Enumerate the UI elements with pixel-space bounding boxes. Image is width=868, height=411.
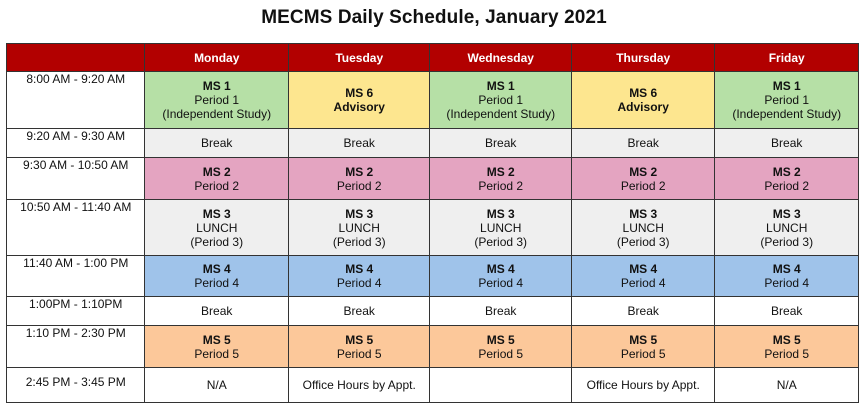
schedule-cell bbox=[571, 256, 715, 297]
schedule-cell: N/A bbox=[145, 368, 289, 403]
class-code: MS 4 bbox=[345, 262, 374, 276]
class-detail: Period 1 bbox=[478, 93, 524, 107]
time-slot: 1:10 PM - 2:30 PM bbox=[7, 326, 145, 368]
table-row bbox=[7, 297, 859, 326]
corner-cell bbox=[7, 44, 145, 72]
schedule-cell bbox=[571, 326, 715, 368]
class-code: MS 5 bbox=[202, 332, 231, 347]
schedule-cell bbox=[288, 200, 429, 256]
schedule-cell bbox=[571, 158, 715, 200]
class-code: MS 1 bbox=[202, 79, 231, 93]
schedule-table bbox=[6, 43, 859, 403]
table-row bbox=[7, 129, 859, 158]
schedule-cell: Office Hours by Appt. bbox=[571, 368, 715, 403]
class-detail: (Period 3) bbox=[190, 234, 244, 249]
schedule-cell bbox=[715, 256, 859, 297]
time-slot: 11:40 AM - 1:00 PM bbox=[7, 256, 145, 297]
schedule-cell: Break bbox=[430, 129, 571, 158]
class-detail: Period 2 bbox=[764, 178, 810, 193]
class-code: MS 1 bbox=[486, 79, 515, 93]
day-header-wednesday: Wednesday bbox=[430, 44, 571, 72]
class-code: MS 5 bbox=[345, 332, 374, 347]
schedule-cell bbox=[715, 200, 859, 256]
schedule-cell: Break bbox=[571, 297, 715, 326]
class-detail: Period 2 bbox=[478, 178, 524, 193]
class-detail: (Period 3) bbox=[760, 234, 814, 249]
class-code: MS 4 bbox=[772, 262, 801, 276]
class-code: MS 2 bbox=[486, 164, 515, 179]
time-slot: 10:50 AM - 11:40 AM bbox=[7, 200, 145, 256]
class-detail: (Period 3) bbox=[474, 234, 528, 249]
class-code: MS 5 bbox=[772, 332, 801, 347]
class-code: MS 4 bbox=[486, 262, 515, 276]
class-detail: LUNCH bbox=[338, 220, 380, 235]
schedule-cell: Break bbox=[430, 297, 571, 326]
class-code: MS 2 bbox=[772, 164, 801, 179]
class-code: MS 2 bbox=[202, 164, 231, 179]
schedule-cell bbox=[571, 200, 715, 256]
class-code: MS 5 bbox=[629, 332, 658, 347]
class-detail: (Independent Study) bbox=[732, 107, 842, 121]
class-code: MS 4 bbox=[629, 262, 658, 276]
time-slot: 9:20 AM - 9:30 AM bbox=[7, 129, 145, 158]
class-code: MS 3 bbox=[629, 206, 658, 221]
schedule-cell: Break bbox=[145, 297, 289, 326]
schedule-cell: Break bbox=[288, 129, 429, 158]
schedule-cell bbox=[715, 72, 859, 129]
schedule-cell bbox=[145, 158, 289, 200]
class-detail: LUNCH bbox=[196, 220, 238, 235]
schedule-cell bbox=[430, 368, 571, 403]
class-detail: LUNCH bbox=[622, 220, 664, 235]
class-detail: Period 4 bbox=[620, 276, 666, 290]
class-code: MS 6 bbox=[629, 86, 658, 100]
class-code: MS 3 bbox=[345, 206, 374, 221]
schedule-cell bbox=[430, 72, 571, 129]
schedule-cell bbox=[288, 256, 429, 297]
schedule-cell bbox=[430, 200, 571, 256]
schedule-cell: Break bbox=[571, 129, 715, 158]
class-code: MS 3 bbox=[486, 206, 515, 221]
schedule-cell bbox=[715, 158, 859, 200]
schedule-cell bbox=[430, 326, 571, 368]
schedule-cell: Break bbox=[715, 129, 859, 158]
class-detail: Period 1 bbox=[764, 93, 810, 107]
class-detail: Period 4 bbox=[478, 276, 524, 290]
class-code: MS 4 bbox=[202, 262, 231, 276]
class-detail: Period 4 bbox=[194, 276, 240, 290]
class-detail: LUNCH bbox=[766, 220, 808, 235]
class-detail: (Independent Study) bbox=[162, 107, 272, 121]
time-slot: 9:30 AM - 10:50 AM bbox=[7, 158, 145, 200]
class-detail: (Independent Study) bbox=[446, 107, 556, 121]
day-header-friday: Friday bbox=[715, 44, 859, 72]
schedule-cell: Break bbox=[715, 297, 859, 326]
schedule-cell bbox=[288, 326, 429, 368]
day-header-monday: Monday bbox=[145, 44, 289, 72]
schedule-cell bbox=[288, 158, 429, 200]
table-row bbox=[7, 368, 859, 403]
schedule-cell bbox=[288, 72, 429, 129]
class-detail: Period 4 bbox=[336, 276, 382, 290]
schedule-cell bbox=[715, 326, 859, 368]
schedule-cell bbox=[145, 326, 289, 368]
schedule-cell: N/A bbox=[715, 368, 859, 403]
class-code: MS 3 bbox=[202, 206, 231, 221]
schedule-cell bbox=[145, 72, 289, 129]
class-detail: Period 2 bbox=[194, 178, 240, 193]
table-row bbox=[7, 326, 859, 368]
class-code: MS 6 bbox=[345, 86, 374, 100]
class-detail: LUNCH bbox=[480, 220, 522, 235]
time-slot: 8:00 AM - 9:20 AM bbox=[7, 72, 145, 129]
day-header-thursday: Thursday bbox=[571, 44, 715, 72]
schedule-cell: Break bbox=[288, 297, 429, 326]
class-code: MS 2 bbox=[629, 164, 658, 179]
table-row bbox=[7, 256, 859, 297]
schedule-cell bbox=[145, 256, 289, 297]
class-detail: Advisory bbox=[333, 100, 385, 114]
class-code: MS 5 bbox=[486, 332, 515, 347]
table-row bbox=[7, 158, 859, 200]
table-row bbox=[7, 200, 859, 256]
schedule-cell bbox=[430, 158, 571, 200]
schedule-cell bbox=[430, 256, 571, 297]
schedule-cell: Break bbox=[145, 129, 289, 158]
class-detail: Period 2 bbox=[620, 178, 666, 193]
schedule-cell bbox=[571, 72, 715, 129]
class-detail: Period 2 bbox=[336, 178, 382, 193]
class-detail: Advisory bbox=[617, 100, 669, 114]
class-detail: Period 5 bbox=[620, 346, 666, 361]
header-row bbox=[7, 44, 859, 72]
class-detail: Period 1 bbox=[194, 93, 240, 107]
schedule-cell: Office Hours by Appt. bbox=[288, 368, 429, 403]
page-title: MECMS Daily Schedule, January 2021 bbox=[261, 7, 607, 28]
class-code: MS 1 bbox=[772, 79, 801, 93]
class-detail: Period 5 bbox=[194, 346, 240, 361]
time-slot: 2:45 PM - 3:45 PM bbox=[7, 368, 145, 403]
class-detail: Period 4 bbox=[764, 276, 810, 290]
class-detail: Period 5 bbox=[336, 346, 382, 361]
class-code: MS 3 bbox=[772, 206, 801, 221]
day-header-tuesday: Tuesday bbox=[288, 44, 429, 72]
schedule-cell bbox=[145, 200, 289, 256]
class-code: MS 2 bbox=[345, 164, 374, 179]
class-detail: Period 5 bbox=[478, 346, 524, 361]
table-row bbox=[7, 72, 859, 129]
class-detail: Period 5 bbox=[764, 346, 810, 361]
time-slot: 1:00PM - 1:10PM bbox=[7, 297, 145, 326]
class-detail: (Period 3) bbox=[332, 234, 386, 249]
class-detail: (Period 3) bbox=[616, 234, 670, 249]
